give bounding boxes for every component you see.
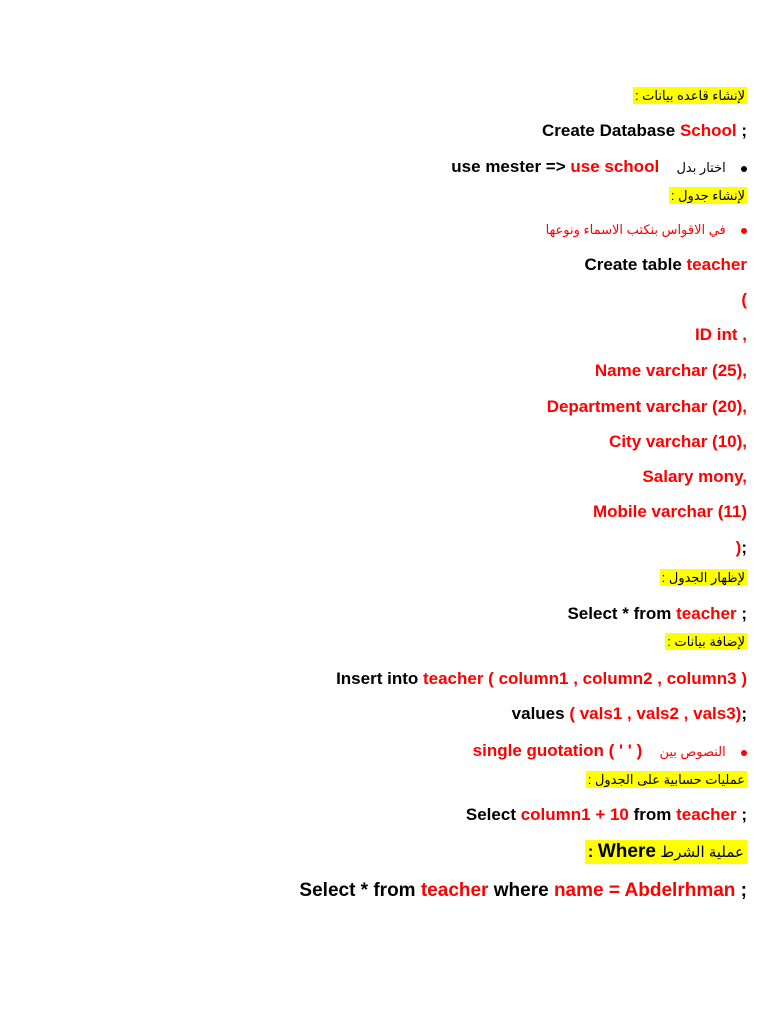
- table-name: teacher: [420, 880, 489, 901]
- sql-select-arith: [466, 805, 747, 825]
- sql-terminator: ;: [736, 121, 747, 140]
- table-name: teacher: [686, 255, 747, 274]
- sql-keyword: where: [488, 880, 554, 901]
- sql-open-paren: (: [741, 290, 747, 309]
- sql-terminator: ;: [735, 880, 747, 901]
- sql-close-paren: [736, 538, 747, 558]
- heading-show-table: [660, 570, 747, 586]
- sql-keyword: Insert into: [336, 669, 423, 688]
- where-condition: name = Abdelrhman: [553, 880, 736, 901]
- column-def-department: Department varchar (20),: [546, 397, 747, 416]
- heading-insert-text: لإضافة بيانات :: [667, 634, 745, 649]
- sql-keyword: values: [511, 704, 570, 723]
- heading-arithmetic-text: عمليات حسابية على الجدول :: [587, 772, 745, 787]
- heading-where-arabic: عملية الشرط: [660, 844, 744, 861]
- table-name: teacher: [676, 604, 737, 623]
- sql-keyword: Select * from: [299, 880, 421, 901]
- sql-terminator: ;: [736, 604, 747, 623]
- bullet-dot: [741, 228, 747, 234]
- sql-values: [512, 704, 747, 724]
- bullet-quotes: [473, 740, 747, 762]
- heading-arithmetic: [586, 772, 747, 788]
- bullet-use-database: [451, 156, 747, 178]
- sql-terminator: ;: [741, 538, 747, 557]
- column-def-name: Name varchar (25),: [594, 361, 747, 380]
- column-def-salary: Salary mony,: [642, 467, 747, 486]
- bullet-arabic-text: النصوص بين: [659, 744, 726, 759]
- bullet-columns-note-text: في الاقواس بنكتب الاسماء ونوعها: [545, 222, 726, 237]
- heading-where-keyword: Where: [597, 841, 656, 862]
- bullet-arabic-text: اختار بدل: [676, 160, 726, 175]
- heading-create-table-text: لإنشاء جدول :: [670, 188, 745, 203]
- heading-show-table-text: لإظهار الجدول :: [661, 570, 745, 585]
- sql-terminator: ;: [741, 704, 747, 723]
- heading-where: [585, 840, 747, 864]
- sql-terminator: ;: [736, 805, 747, 824]
- sql-keyword: Select: [465, 805, 521, 824]
- sql-create-database: [542, 121, 747, 141]
- single-quotation-text: single guotation ( ' ' ): [472, 741, 643, 760]
- column-def-city: City varchar (10),: [609, 432, 747, 451]
- heading-create-table: [669, 188, 747, 204]
- heading-where-colon: :: [587, 842, 594, 861]
- close-paren: ): [735, 538, 742, 557]
- sql-use-old: use mester =>: [451, 157, 571, 176]
- sql-keyword: Create table: [584, 255, 687, 274]
- bullet-columns-note: [546, 222, 747, 239]
- column-def-mobile: Mobile varchar (11): [592, 502, 747, 521]
- database-name: School: [679, 121, 737, 140]
- sql-keyword: from: [628, 805, 677, 824]
- bullet-dot: [741, 166, 747, 172]
- column-def-id: ID int ,: [695, 325, 747, 344]
- insert-values: ( vals1 , vals2 , vals3): [569, 704, 742, 723]
- sql-select-where: [299, 880, 747, 902]
- heading-insert: [665, 634, 747, 650]
- insert-columns: teacher ( column1 , column2 , column3 ): [422, 669, 747, 688]
- heading-create-database-text: لإنشاء قاعده بيانات :: [634, 88, 745, 103]
- sql-keyword: Select * from: [567, 604, 677, 623]
- arith-expression: column1 + 10: [520, 805, 629, 824]
- heading-create-database: [633, 88, 747, 104]
- sql-select-all: [567, 604, 747, 624]
- sql-use-new: use school: [570, 157, 660, 176]
- sql-keyword: Create Database: [541, 121, 680, 140]
- sql-insert: [336, 669, 747, 689]
- sql-create-table: [584, 255, 747, 275]
- table-name: teacher: [676, 805, 737, 824]
- bullet-dot: [741, 750, 747, 756]
